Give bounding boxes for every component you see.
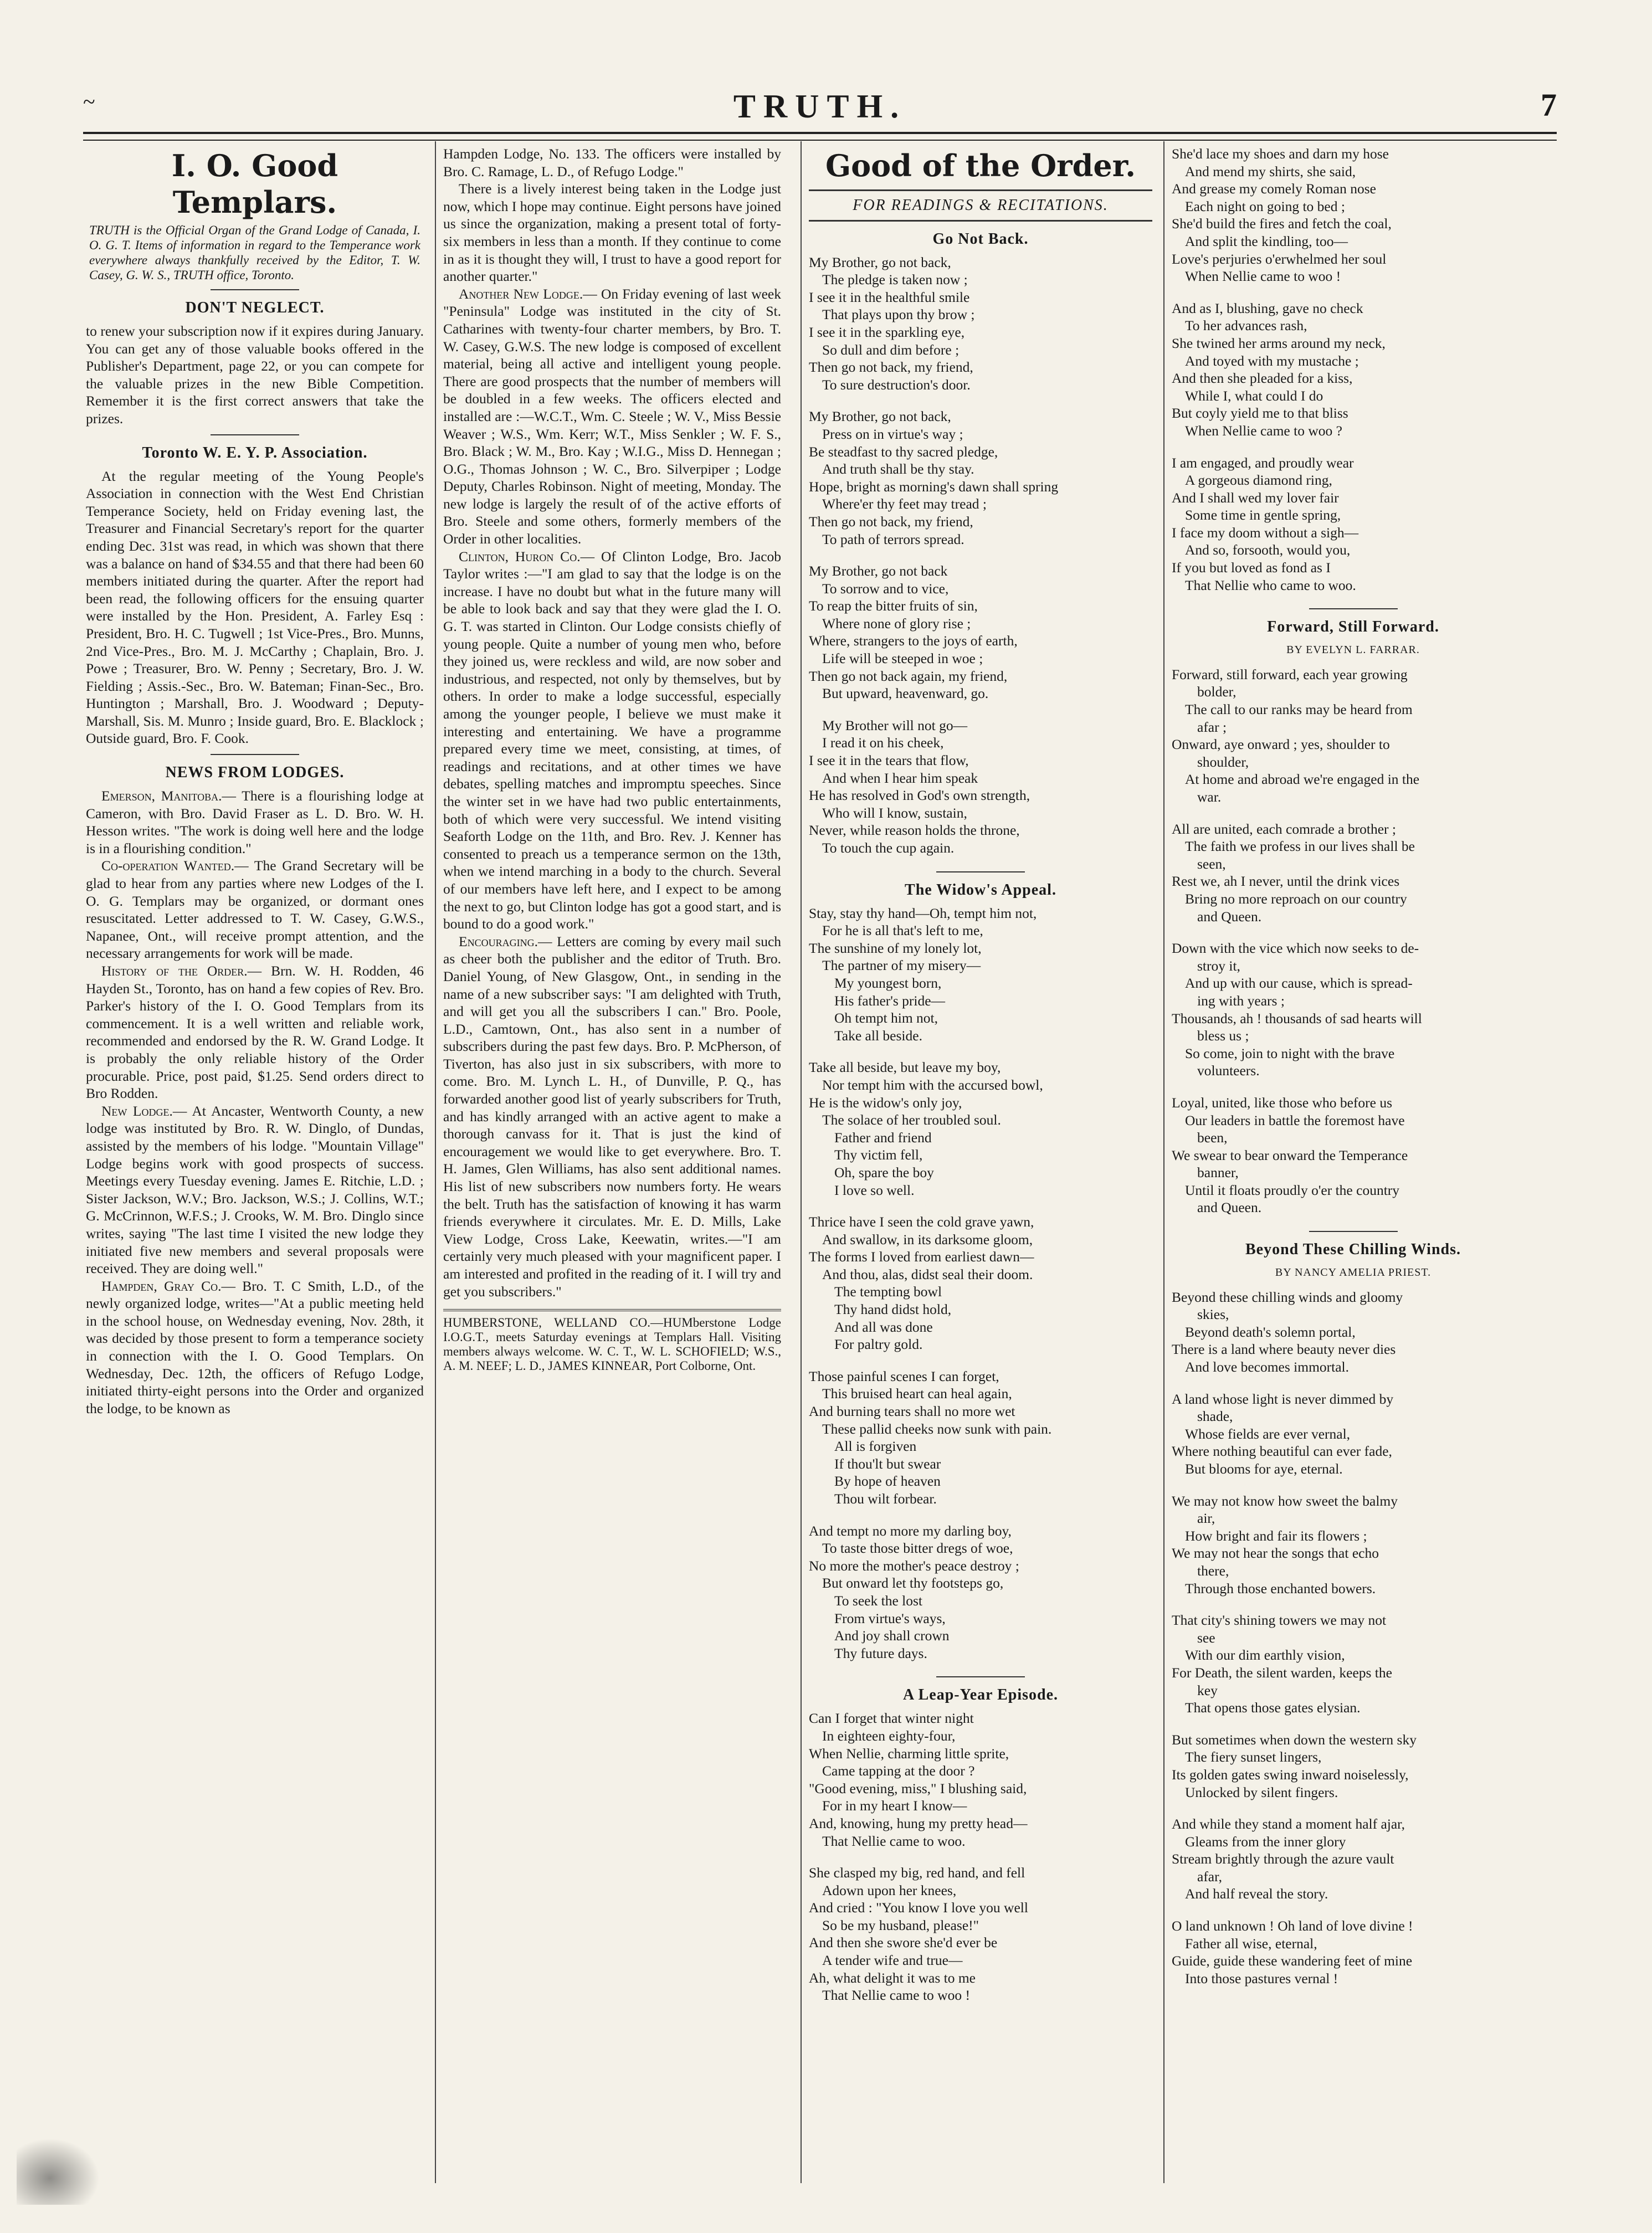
poem-line: That Nellie who came to woo. (1185, 577, 1356, 593)
poem-line: And thou, alas, didst seal their doom. (822, 1266, 1033, 1282)
poem-line: Oh, spare the boy (834, 1164, 934, 1180)
poem-line: While I, what could I do (1185, 387, 1323, 404)
poem-line: And grease my comely Roman nose (1172, 181, 1376, 197)
poem-stanza (1172, 300, 1535, 440)
poem-stanza (809, 717, 1152, 857)
section-title-good-of-order: Good of the Order. (825, 148, 1136, 183)
poem-stanza (1172, 1815, 1535, 1903)
poem-line: Our leaders in battle the foremost have (1185, 1112, 1405, 1128)
article-body: to renew your subscription now if it expires during January. You can get any of those valuable books offered in the Publisher's Department, page 22, or you can compete for the valuable prizes in the new Bible Competition. Remember it is the first correct answers that take the prizes. (86, 323, 424, 427)
poem-line: My Brother will not go— (822, 717, 968, 733)
news-item-text: Brn. W. H. Rodden, 46 Hayden St., Toronto, has on hand a few copies of Rev. Bro. Parker's history of the I. O. Good Templars from its commencement. It is a well written and reliable work, recommended and endorsed by the R. W. Grand Lodge. It is probably the only reliable history of the Order procurable. Price, post paid, $1.25. Send orders direct to Bro Rodden. (86, 963, 424, 1102)
poem-line: To taste those bitter dregs of woe, (822, 1540, 1013, 1557)
poem-line: From virtue's ways, (834, 1610, 946, 1626)
poem-stanza (809, 254, 1152, 394)
poem-line: Life will be steeped in woe ; (822, 650, 983, 667)
section-subtitle: FOR READINGS & RECITATIONS. (853, 197, 1109, 214)
poem-line: Beyond these chilling winds and gloomy (1172, 1289, 1403, 1305)
poem-line: When Nellie came to woo ! (1185, 268, 1341, 285)
poem-line: Beyond death's solemn portal, (1185, 1323, 1356, 1340)
poem-line: skies, (1197, 1306, 1229, 1323)
poem-line: My youngest born, (834, 974, 942, 991)
news-item (86, 1102, 424, 1277)
poem-line: But onward let thy footsteps go, (822, 1575, 1004, 1592)
poem-line: seen, (1197, 855, 1226, 872)
news-list (86, 787, 424, 1417)
news-item-lead: Hampden, Gray Co.— (101, 1277, 235, 1294)
poem-line: A gorgeous diamond ring, (1185, 472, 1332, 489)
news-item-lead: New Lodge.— (101, 1102, 187, 1119)
poem-line: His father's pride— (834, 992, 946, 1009)
poem-title: A Leap-Year Episode. (902, 1686, 1059, 1704)
poem-line: Unlocked by silent fingers. (1185, 1784, 1338, 1800)
poem-line: He is the widow's only joy, (809, 1094, 962, 1111)
poem-stanza (1172, 666, 1535, 806)
divider (211, 289, 299, 290)
poem-line: Thy hand didst hold, (834, 1301, 952, 1318)
news-item-text: At Ancaster, Wentworth County, a new lodge was instituted by Bro. R. W. Dinglo, of Dundas, assisted by the members of his lodge. "Mountain Village" Lodge begins work with good prospects of success. Meetings every Tuesday evening. James E. Ritchie, L.D. ; Sister Jackson, W.V.; Bro. Jackson, W.S.; J. Collins, W.T.; G. McCrinnon, W.F.S.; J. Crooks, W. M. Bro. Dinglo since writes, saying "The last time I visited the new lodge they initiated five new members and several proposals were received. They are doing well." (86, 1102, 424, 1277)
poem-stanza (1172, 454, 1535, 594)
poem-line: And truth shall be thy stay. (822, 461, 974, 478)
lodge-report-lead: Encouraging.— (459, 933, 552, 949)
poem-byline: BY NANCY AMELIA PRIEST. (1275, 1266, 1432, 1279)
poem-line: That plays upon thy brow ; (822, 306, 975, 323)
poem-line: I read it on his cheek, (822, 735, 944, 751)
poem-line: These pallid cheeks now sunk with pain. (822, 1420, 1052, 1437)
official-organ-note: TRUTH is the Official Organ of the Grand Lodge of Canada, I. O. G. T. Items of information in regard to the Temperance work everywhere always thankfully received by the Editor, T. W. Casey, G. W. S., TRUTH office, Toronto. (89, 223, 420, 282)
poem-line: The sunshine of my lonely lot, (809, 940, 982, 956)
column-divider (801, 141, 802, 2183)
poem-line: She twined her arms around my neck, (1172, 335, 1386, 351)
poem-line: We may not know how sweet the balmy (1172, 1492, 1398, 1509)
poem-line: And toyed with my mustache ; (1185, 352, 1359, 369)
poem-line: I see it in the healthful smile (809, 289, 970, 305)
poem (809, 905, 1152, 1662)
poem-line: That Nellie came to woo. (822, 1832, 966, 1849)
lodge-report-text: On Friday evening of last week "Peninsula" Lodge was instituted in the city of St. Catharines with twenty-four charter members, by Bro. T. W. Casey, G.W.S. The new lodge is composed of excellent material, being all active and intelligent young people. There are good prospects that the number of members will be doubled in a few weeks. The officers elected and installed are :—W.C.T., Wm. C. Steele ; W. V., Miss Bessie Weaver ; W.S., Wm. Kerr; W.T., Miss Senkler ; W. F. S., Bro. Black ; W. M., Bro. Kay ; W.I.G., Miss D. Hennegan ; O.G., Thomas Johnson ; W. C., Bro. Silverpiper ; Lodge Deputy, Charles Robinson. Night of meeting, Monday. The new lodge is largely the result of of the active efforts of Bro. Steele and some others, formerly members of the Order in other localities. (443, 285, 781, 547)
poem-line: We may not hear the songs that echo (1172, 1545, 1379, 1562)
poem-line: And when I hear him speak (822, 769, 978, 786)
poem-line: Some time in gentle spring, (1185, 507, 1341, 523)
poem-line: Its golden gates swing inward noiselessly, (1172, 1766, 1409, 1783)
ink-smudge (17, 2138, 100, 2205)
newspaper-title: TRUTH. (733, 88, 907, 125)
news-item-text: The Grand Secretary will be glad to hear from any parties where new Lodges of the I. O. G. Templars may be organized, or dormant ones resuscitated. Letter addressed to T. W. Casey, G.W.S., Napanee, Ont., will receive prompt attention, and the necessary arrangements for work will be made. (86, 858, 424, 962)
poem-line: Stay, stay thy hand—Oh, tempt him not, (809, 905, 1037, 921)
poem-line: Ah, what delight it was to me (809, 1969, 976, 1986)
poem-line: Thou wilt forbear. (834, 1491, 937, 1507)
column-2 (443, 145, 781, 2189)
poem-line: Where nothing beautiful can ever fade, (1172, 1443, 1392, 1460)
poem-line: war. (1197, 789, 1222, 805)
poem-stanza (809, 1368, 1152, 1508)
poem-line: Take all beside. (834, 1027, 922, 1044)
poem-line: She clasped my big, red hand, and fell (809, 1865, 1025, 1881)
poem-line: Thrice have I seen the cold grave yawn, (809, 1214, 1034, 1230)
corner-mark: ~ (83, 89, 95, 114)
poem-title: Forward, Still Forward. (1267, 618, 1439, 636)
poem-line: Be steadfast to thy sacred pledge, (809, 443, 998, 460)
poem-line: And I shall wed my lover fair (1172, 489, 1339, 506)
poem-line: Then go not back, my friend, (809, 359, 973, 376)
poem-line: And then she pleaded for a kiss, (1172, 370, 1353, 387)
poem-line: banner, (1197, 1164, 1239, 1181)
lodge-report (443, 145, 781, 180)
poem-line: I love so well. (834, 1182, 915, 1198)
news-item-lead: History of the Order.— (101, 963, 262, 979)
lodge-report (443, 180, 781, 285)
poem (809, 1710, 1152, 2004)
poem-line: And all was done (834, 1318, 933, 1335)
poem-line: My Brother, go not back, (809, 408, 951, 425)
poem-line: Forward, still forward, each year growing (1172, 666, 1408, 682)
poem-line: Where, strangers to the joys of earth, (809, 633, 1018, 649)
poem-stanza (809, 1522, 1152, 1662)
poem-line: The partner of my misery— (822, 957, 981, 974)
poem-line: A land whose light is never dimmed by (1172, 1390, 1394, 1407)
poem-line: For in my heart I know— (822, 1798, 967, 1814)
lodge-report-text: Letters are coming by every mail such as cheer both the publisher and the editor of Truth. Bro. Daniel Young, of New Glasgow, Ont., in sending in the name of a new subscriber says: "I am delighted with Truth, and will get you all the subscribers I can." Bro. Poole, L.D., Camtown, Ont., has also sent in a number of subscribers during the past few days. Bro. P. McPherson, of Tiverton, has also just in six subscribers, with more to come. Bro. M. Lynch L. H., of Dunville, P. Q., has forwarded another good list of yearly subscribers for Truth, and has kindly arranged with an active agent to make a thorough canvass for it. That is just the kind of encouragement we would like to get everywhere. Bro. T. H. James, Glen Williams, has also sent additional names. His list of new subscribers now numbers forty. He wears the belt. Truth has the satisfaction of knowing it has warm friends everywhere it circulates. Mr. E. D. Mills, Lake View Lodge, Cross Lake, Keewatin, writes.—"I am certainly very much pleased with your magnificent paper. I am interested and profited in the reading of it. I will try and get you subscribers." (443, 933, 781, 1300)
lodge-report-text: Of Clinton Lodge, Bro. Jacob Taylor writes :—"I am glad to say that the lodge is on the increase. I have no doubt but what in the future many will be able to look back and say that they were glad the I. O. G. T. was started in Clinton. Our Lodge consists chiefly of young people. Quite a number of young men who, before they joined us, were reckless and wild, are now sober and industrious, and respected, not only by themselves, but by others. In order to make a lodge successful, especially among the younger people, I believe we must make it interesting and entertaining. We have a programme prepared every time we meet, consisting, at times, of readings and recitations, and at other times we have debates, spelling matches and impromptu speeches. Since the winter set in we have had two public entertainments, both of which were very successful. We intend visiting Seaforth Lodge on the 11th, and Bro. Rev. J. Kenner has consented to preach us a temperance sermon on the 13th, when we intend marching in a body to the church. Several of our members have left here, and I expect to be among the next to go, but Clinton lodge has got a good start, and is bound to do a good work." (443, 548, 781, 932)
poem-line: That opens those gates elysian. (1185, 1700, 1361, 1716)
poem-line: Thy future days. (834, 1645, 927, 1661)
poem-line: There is a land where beauty never dies (1172, 1341, 1396, 1358)
poem-line: Guide, guide these wandering feet of mine (1172, 1953, 1413, 1969)
poem-line: Into those pastures vernal ! (1185, 1970, 1338, 1986)
poem (1172, 666, 1535, 1216)
poem-line: Press on in virtue's way ; (822, 425, 963, 442)
article-heading: Toronto W. E. Y. P. Association. (142, 444, 368, 461)
poem-line: Onward, aye onward ; yes, shoulder to (1172, 736, 1390, 753)
poem-line: And up with our cause, which is spread- (1185, 975, 1413, 992)
poem-line: stroy it, (1197, 957, 1240, 974)
poem-line: But coyly yield me to that bliss (1172, 405, 1348, 422)
poem-line: Until it floats proudly o'er the country (1185, 1182, 1400, 1198)
poem-line: And then she swore she'd ever be (809, 1934, 998, 1951)
poem-line: If you but loved as fond as I (1172, 559, 1331, 576)
poem-stanza (1172, 820, 1535, 926)
poem-line: By hope of heaven (834, 1473, 941, 1490)
poem-line: But blooms for aye, eternal. (1185, 1461, 1343, 1477)
poem-line: ing with years ; (1197, 992, 1285, 1009)
lodge-reports (443, 145, 781, 1300)
news-item-text: There is a flourishing lodge at Cameron, with Bro. David Fraser as L. D. Bro. W. H. Hesson writes. "The work is doing well here and the lodge is in a flourishing condition." (86, 788, 424, 856)
poem-line: And while they stand a moment half ajar, (1172, 1816, 1405, 1832)
poem-line: and Queen. (1197, 908, 1262, 925)
poem-line: Take all beside, but leave my boy, (809, 1059, 1001, 1076)
poem-line: So come, join to night with the brave (1185, 1045, 1395, 1061)
poem-line: Oh tempt him not, (834, 1010, 938, 1026)
poem-line: bolder, (1197, 684, 1237, 700)
poem-line: air, (1197, 1510, 1215, 1527)
article-body: At the regular meeting of the Young People's Association in connection with the West End Christian Temperance Society, held on Friday evening last, the Treasurer and Financial Secretary's report for the quarter ending Dec. 31st was read, in which was shown that there was a balance on hand of $34.55 and that there had been 60 members initiated during the quarter. After the report had been read, the following officers for the ensuing quarter were installed by the Hon. President, A. Farley Esq : President, Bro. H. C. Tugwell ; 1st Vice-Pres., Bro. Munns, 2nd Vice-Pres., Bro. M. J. McCarthy ; Chaplain, Bro. J. Powe ; Treasurer, Bro. W. Penny ; Secretary, Bro. J. W. Fielding ; Assis.-Sec., Bro. W. Bateman; Finan-Sec., Bro. Huntington ; Marshall, Bro. J. Woodward ; Deputy-Marshall, Sis. M. Munro ; Inside guard, Bro. E. Blacklock ; Outside guard, Bro. F. Cook. (86, 468, 424, 747)
poem-line: And burning tears shall no more wet (809, 1403, 1015, 1420)
poem-line: That Nellie came to woo ! (822, 1987, 970, 2004)
poem-stanza (1172, 940, 1535, 1080)
masthead (83, 83, 1557, 133)
poem-line: And swallow, in its darksome gloom, (822, 1231, 1033, 1248)
poem-line: I face my doom without a sigh— (1172, 524, 1359, 541)
poem-line: For paltry gold. (834, 1336, 923, 1353)
column-divider (435, 141, 436, 2183)
poem-line: The pledge is taken now ; (822, 271, 968, 288)
poem-line: And joy shall crown (834, 1628, 950, 1644)
poem-line: My Brother, go not back (809, 563, 948, 579)
poem-line: Who will I know, sustain, (822, 804, 967, 821)
poem-line: Father all wise, eternal, (1185, 1935, 1317, 1952)
poem-stanza (809, 905, 1152, 1045)
poem-line: Hope, bright as morning's dawn shall spring (809, 478, 1059, 495)
poem-line: Those painful scenes I can forget, (809, 1368, 999, 1384)
poem-line: All are united, each comrade a brother ; (1172, 820, 1396, 837)
poem-line: afar, (1197, 1868, 1222, 1885)
poem-line: Loyal, united, like those who before us (1172, 1094, 1392, 1111)
poem-line: The faith we profess in our lives shall be (1185, 838, 1415, 855)
poem-line: I see it in the sparkling eye, (809, 324, 965, 340)
lodge-advertisement (443, 1309, 781, 1373)
poem-line: Where'er thy feet may tread ; (822, 496, 987, 512)
poem-stanza (1172, 1094, 1535, 1216)
poem-stanza (809, 1059, 1152, 1199)
poem-line: Nor tempt him with the accursed bowl, (822, 1076, 1043, 1093)
poem-line: Love's perjuries o'erwhelmed her soul (1172, 250, 1387, 267)
divider (809, 189, 1152, 191)
poem-line: Through those enchanted bowers. (1185, 1580, 1376, 1597)
poem-line: To reap the bitter fruits of sin, (809, 598, 978, 614)
poem-line: So be my husband, please!" (822, 1917, 979, 1933)
poem-line: Stream brightly through the azure vault (1172, 1851, 1394, 1867)
poem-line: Adown upon her knees, (822, 1882, 957, 1898)
poem-line: The tempting bowl (834, 1284, 942, 1300)
poem-stanza (1172, 1917, 1535, 1987)
poem-line: And tempt no more my darling boy, (809, 1522, 1012, 1539)
poem-stanza (1172, 1492, 1535, 1598)
column-1 (86, 145, 424, 2189)
poem-line: Never, while reason holds the throne, (809, 822, 1020, 839)
poem-line: We swear to bear onward the Temperance (1172, 1147, 1408, 1163)
column-divider (1163, 141, 1164, 2183)
poem-line: To sure destruction's door. (822, 376, 971, 393)
poem-line: Gleams from the inner glory (1185, 1833, 1346, 1850)
poem-line: To seek the lost (834, 1592, 922, 1609)
poem-line: there, (1197, 1562, 1229, 1579)
poem-line: How bright and fair its flowers ; (1185, 1527, 1367, 1544)
poem-line: key (1197, 1682, 1218, 1698)
advertisement-text: HUMBERSTONE, WELLAND CO.—HUMberstone Lodge I.O.G.T., meets Saturday evenings at Templars Hall. Visiting members always welcome. W. C. T., W. L. SCHOFIELD; W.S., A. M. NEEF; L. D., JAMES KINNEAR, Port Colborne, Ont. (443, 1316, 781, 1373)
poem-line: For Death, the silent warden, keeps the (1172, 1664, 1392, 1681)
article-heading: NEWS FROM LODGES. (165, 764, 345, 782)
poem-stanza (809, 408, 1152, 548)
poem-stanza (1172, 145, 1535, 285)
news-item-lead: Emerson, Manitoba.— (101, 788, 236, 804)
poem-stanza (809, 1710, 1152, 1850)
lodge-report-text: There is a lively interest being taken in the Lodge just now, which I hope may continue. Eight persons have joined us since the organization, making a present total of forty-six members in less than a month. If they continue to come in as it is thought they will, I trust to have a good report for another quarter." (443, 181, 781, 285)
poem-line: The fiery sunset lingers, (1185, 1749, 1322, 1765)
divider (1309, 1231, 1398, 1232)
poem-line: But upward, heavenward, go. (822, 685, 989, 702)
poem-line: Down with the vice which now seeks to de- (1172, 940, 1419, 957)
poem-stanza (809, 1864, 1152, 2004)
poem (1172, 145, 1535, 594)
poem-line: The forms I loved from earliest dawn— (809, 1249, 1034, 1265)
poem-line: To path of terrors spread. (822, 531, 964, 547)
poem-line: Father and friend (834, 1129, 932, 1146)
lodge-report (443, 548, 781, 933)
poem-line: And, knowing, hung my pretty head— (809, 1815, 1028, 1831)
poems (809, 229, 1152, 2004)
poem-line: With our dim earthly vision, (1185, 1647, 1345, 1664)
poem-line: That city's shining towers we may not (1172, 1612, 1387, 1629)
poem (809, 254, 1152, 857)
poem-line: Came tapping at the door ? (822, 1763, 975, 1779)
poem-line: Then go not back, my friend, (809, 513, 973, 530)
poem-line: And cried : "You know I love you well (809, 1900, 1028, 1916)
poem-title: Beyond These Chilling Winds. (1245, 1241, 1461, 1259)
poem-line: Where none of glory rise ; (822, 615, 971, 632)
poem-line: To her advances rash, (1185, 317, 1307, 334)
poem-line: The call to our ranks may be heard from (1185, 701, 1413, 718)
poem-line: I am engaged, and proudly wear (1172, 454, 1354, 471)
poem-line: shade, (1197, 1408, 1233, 1425)
poem-line: Whose fields are ever vernal, (1185, 1425, 1351, 1442)
poem-line: This bruised heart can heal again, (822, 1385, 1012, 1402)
article-heading: DON'T NEGLECT. (185, 299, 325, 316)
poem-stanza (1172, 1731, 1535, 1801)
poem-line: And split the kindling, too— (1185, 233, 1348, 249)
lodge-report-lead: Another New Lodge.— (459, 285, 597, 302)
page-number: 7 (1541, 87, 1557, 123)
news-item (86, 787, 424, 857)
poem-line: At home and abroad we're engaged in the (1185, 771, 1420, 788)
divider (809, 220, 1152, 222)
poem-line: And so, forsooth, would you, (1185, 542, 1351, 558)
poem-line: Bring no more reproach on our country (1185, 890, 1407, 907)
poem-line: O land unknown ! Oh land of love divine ! (1172, 1918, 1413, 1934)
poem-line: When Nellie, charming little sprite, (809, 1745, 1009, 1762)
poem-line: So dull and dim before ; (822, 341, 960, 358)
poem-line: volunteers. (1197, 1062, 1260, 1079)
poem-title: Go Not Back. (932, 230, 1029, 248)
divider (936, 1676, 1025, 1677)
poem-line: And as I, blushing, gave no check (1172, 300, 1363, 316)
section-title-good-templars: I. O. Good Templars. (171, 148, 338, 220)
poem-line: For he is all that's left to me, (822, 922, 983, 939)
poem-line: And mend my shirts, she said, (1185, 163, 1356, 179)
poem-title: The Widow's Appeal. (905, 881, 1056, 899)
column-3 (809, 145, 1152, 2189)
news-item (86, 962, 424, 1102)
divider (1309, 608, 1398, 609)
poem-byline: BY EVELYN L. FARRAR. (1286, 644, 1420, 656)
poem-line: Rest we, ah I never, until the drink vices (1172, 873, 1400, 890)
poem-stanza (1172, 1289, 1535, 1376)
poem-line: She'd lace my shoes and darn my hose (1172, 146, 1389, 162)
poem-line: To touch the cup again. (822, 840, 955, 856)
poem-line: And love becomes immortal. (1185, 1359, 1350, 1375)
poem-line: and Queen. (1197, 1199, 1262, 1216)
poem-line: He has resolved in God's own strength, (809, 787, 1030, 804)
poem-stanza (809, 562, 1152, 702)
poem (1172, 1289, 1535, 1988)
column-4 (1172, 145, 1535, 2189)
news-item (86, 857, 424, 962)
poem-line: No more the mother's peace destroy ; (809, 1557, 1019, 1574)
poem-line: But sometimes when down the western sky (1172, 1731, 1417, 1748)
lodge-report-lead: Clinton, Huron Co.— (459, 548, 595, 564)
poem-line: To sorrow and to vice, (822, 580, 949, 597)
poem-line: Then go not back again, my friend, (809, 668, 1008, 684)
poem-line: I see it in the tears that flow, (809, 752, 969, 769)
poem-line: Thousands, ah ! thousands of sad hearts will (1172, 1010, 1422, 1026)
poem-line: When Nellie came to woo ? (1185, 422, 1342, 439)
divider (211, 434, 299, 435)
poem-line: see (1197, 1629, 1215, 1646)
lodge-report-text: Hampden Lodge, No. 133. The officers were installed by Bro. C. Ramage, L. D., of Refugo Lodge." (443, 146, 781, 179)
poem-line: If thou'lt but swear (834, 1455, 941, 1472)
divider (211, 754, 299, 755)
poem-line: My Brother, go not back, (809, 254, 951, 270)
poem-line: She'd build the fires and fetch the coal, (1172, 215, 1392, 232)
poem-stanza (809, 1213, 1152, 1353)
poem-stanza (1172, 1390, 1535, 1478)
divider (936, 871, 1025, 872)
poem-line: In eighteen eighty-four, (822, 1727, 956, 1744)
poem-line: The solace of her troubled soul. (822, 1112, 1001, 1128)
poem-line: bless us ; (1197, 1028, 1249, 1044)
news-item (86, 1277, 424, 1418)
news-item-lead: Co-operation Wanted.— (101, 858, 249, 874)
poems (1172, 145, 1535, 1987)
poem-line: "Good evening, miss," I blushing said, (809, 1780, 1027, 1796)
masthead-rule (83, 132, 1557, 141)
poem-stanza (1172, 1611, 1535, 1717)
poem-line: Thy victim fell, (834, 1147, 923, 1163)
poem-line: A tender wife and true— (822, 1952, 963, 1969)
lodge-report (443, 285, 781, 548)
poem-line: All is forgiven (834, 1438, 917, 1455)
news-item-text: Bro. T. C Smith, L.D., of the newly organized lodge, writes—"At a public meeting held in the school house, on Wednesday evening, Nov. 28th, it was decided by those present to form a temperance society in connection with the I. O. Good Templars. On Wednesday, Dec. 12th, the officers of Refugo Lodge, initiated thirty-eight persons into the Order and organized the lodge, to be known as (86, 1277, 424, 1416)
poem-line: shoulder, (1197, 753, 1249, 770)
poem-line: afar ; (1197, 718, 1227, 735)
poem-line: Each night on going to bed ; (1185, 198, 1345, 214)
poem-line: And half reveal the story. (1185, 1886, 1328, 1902)
lodge-report (443, 933, 781, 1300)
poem-line: Can I forget that winter night (809, 1710, 974, 1727)
poem-line: been, (1197, 1130, 1228, 1146)
